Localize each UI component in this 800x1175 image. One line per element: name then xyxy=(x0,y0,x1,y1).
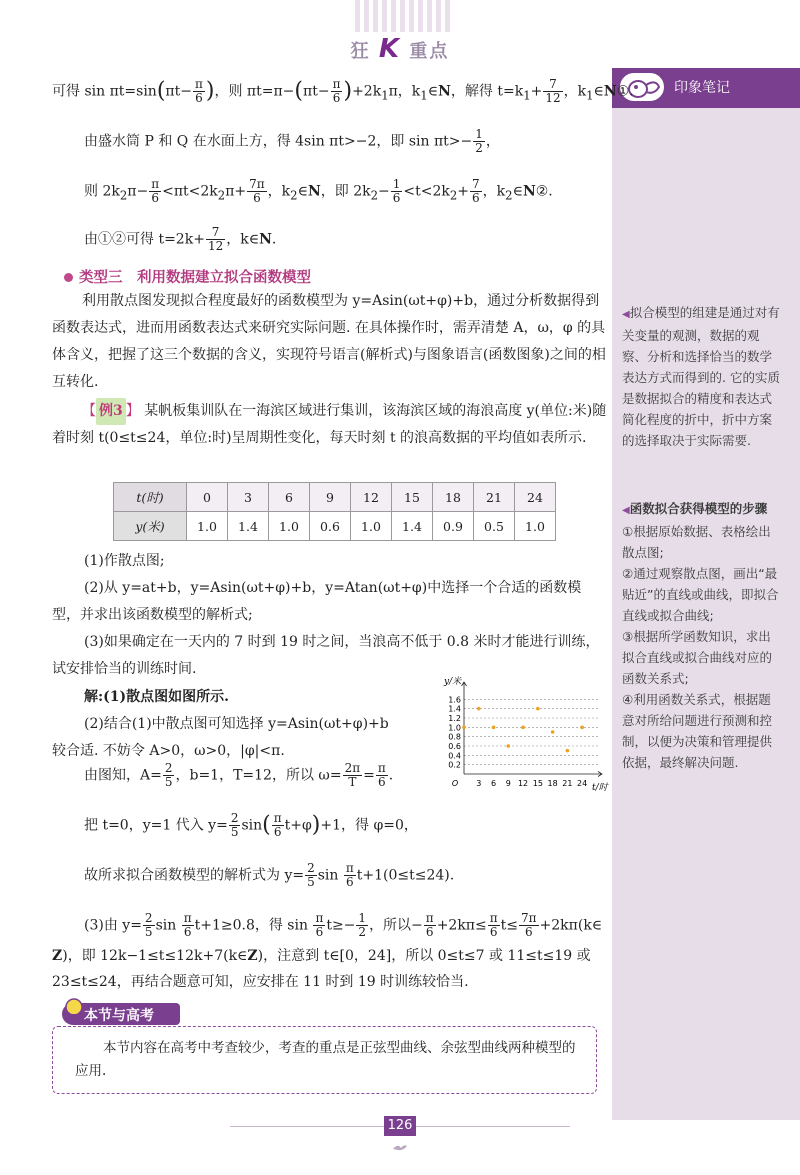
table-cell: 15 xyxy=(392,483,433,512)
table-cell: 1.4 xyxy=(228,512,269,541)
x-tick-label: 9 xyxy=(505,779,511,788)
table-cell: 18 xyxy=(433,483,474,512)
note2-step-3: ③根据所学函数知识，求出拟合直线或拟合曲线对应的函数关系式; xyxy=(622,629,773,686)
y-tick-label: 0.4 xyxy=(448,751,461,761)
table-cell: 1.0 xyxy=(187,512,228,541)
brand-left: 狂 xyxy=(350,41,371,62)
solution-2b: 较合适. 不妨令 A>0，ω>0，|φ|<π. xyxy=(52,743,285,759)
page-header xyxy=(0,0,800,70)
formula-line-6: 把 t=0，y=1 代入 y= $\frac{2}{5}$ sin( $\frac{\pi}{6}$ t+φ)+1，得 φ=0， xyxy=(84,811,418,839)
table-cell: 1.0 xyxy=(515,512,556,541)
page-number: 126 xyxy=(384,1116,416,1136)
solution-1: 解:(1)散点图如图所示. xyxy=(84,689,230,705)
bullet-icon xyxy=(64,273,73,282)
example-tag: 例3 xyxy=(96,398,126,425)
table-cell: 0 xyxy=(187,483,228,512)
formula-line-7: 故所求拟合函数模型的解析式为 y= $\frac{2}{5}$ sin $\frac{\pi}{6}$ t+1(0≤t≤24). xyxy=(84,861,455,889)
x-axis-label: t/时 xyxy=(592,783,608,793)
table-head-t: t(时) xyxy=(114,483,187,512)
table-row-y xyxy=(114,512,556,541)
section-box xyxy=(52,1026,597,1094)
formula-line-2: 由盛水筒 P 和 Q 在水面上方，得 4sin πt>−2，即 sin πt>− $\frac{1}{2}$ ， xyxy=(84,127,500,155)
table-head-y: y(米) xyxy=(114,512,187,541)
question-2: (2)从 y=at+b，y=Asin(ωt+φ)+b，y=Atan(ωt+φ)中选择一个合适的函数模型，并求出该函数模型的解析式; xyxy=(52,580,582,623)
triangle-icon: ◀ xyxy=(622,505,630,516)
formula-line-4: 由①②可得 t=2k+ $\frac{7}{12}$ ，k∈N. xyxy=(84,225,277,253)
example-text: 某帆板集训队在一海滨区域进行集训，该海滨区域的海浪高度 y(单位:米)随着时刻 t(0≤t≤24，单位:时)呈周期性变化，每天时刻 t 的浪高数据的平均值如表所示. xyxy=(52,403,607,446)
example-paragraph: 【 例3 】 某帆板集训队在一海滨区域进行集训，该海滨区域的海浪高度 y(单位:米)随着时刻 t(0≤t≤24，单位:时)呈周期性变化，每天时刻 t 的浪高数据的平均值如表所示. xyxy=(52,398,607,452)
formula-line-1: 可得 sin πt=sin(πt− $\frac{\pi}{6}$ )，则 πt=π−(πt− $\frac{\pi}{6}$ )$+2k_1\pi$，$k_1\in N$，解得 $t=k_1+$ $\frac{7}{12}$ ，$k_1\in N①$. xyxy=(52,77,634,105)
table-cell: 12 xyxy=(351,483,392,512)
y-axis-label: y/米 xyxy=(444,677,462,687)
scatter-point xyxy=(566,749,570,753)
solution-2a: (2)结合(1)中散点图可知选择 y=Asin(ωt+φ)+b xyxy=(84,716,389,732)
data-table xyxy=(113,482,556,541)
scatter-point xyxy=(536,707,540,711)
table-cell: 3 xyxy=(228,483,269,512)
formula-line-5: 由图知，A= $\frac{2}{5}$ ，b=1，T=12，所以 ω= $\frac{2\pi}{T}$ = $\frac{\pi}{6}$ . xyxy=(84,761,394,789)
y-tick-label: 1.0 xyxy=(448,723,461,733)
x-tick-label: 24 xyxy=(577,779,588,788)
question-3: (3)如果确定在一天内的 7 时到 19 时之间，当浪高不低于 0.8 米时才能进行训练，试安排恰当的训练时间. xyxy=(52,634,600,677)
table-row-t xyxy=(114,483,556,512)
table-cell: 0.5 xyxy=(474,512,515,541)
x-tick-label: 15 xyxy=(532,779,543,788)
sidebar-note-1 xyxy=(622,302,782,451)
y-tick-label: 1.4 xyxy=(448,704,461,714)
sidebar-header xyxy=(612,68,800,108)
scatter-point xyxy=(477,707,481,711)
scatter-point xyxy=(580,726,584,730)
intro-paragraph: 利用散点图发现拟合程度最好的函数模型为 y=Asin(ωt+φ)+b，通过分析数据得到函数表达式，进而用函数表达式来研究实际问题. 在具体操作时，需弄清楚 A，ω，φ 的具体含义，把握了这三个数据的含义，实现符号语言(解析式)与图象语言(函数图象)之间的相互转化. xyxy=(52,293,606,390)
bird-icon xyxy=(392,1142,408,1152)
sidebar-title: 印象笔记 xyxy=(674,80,730,96)
formula-line-8: (3)由 y= $\frac{2}{5}$ sin $\frac{\pi}{6}$ t+1≥0.8，得 sin $\frac{\pi}{6}$ t≥− $\frac{1}{2}$ ，所以− $\frac{\pi}{6}$ +2kπ≤ $\frac{\pi}{6}$ t≤ $\frac{7\pi}{6}$ +2kπ(k∈ xyxy=(84,911,603,939)
y-tick-label: 0.2 xyxy=(448,760,461,770)
note2-step-1: ①根据原始数据、表格绘出散点图; xyxy=(622,524,771,560)
formula-line-9: Z)，即 12k−1≤t≤12k+7(k∈Z)，注意到 t∈[0，24]，所以 0≤t≤7 或 11≤t≤19 或 xyxy=(52,948,591,964)
section-tag xyxy=(62,1003,180,1025)
table-cell: 21 xyxy=(474,483,515,512)
table-cell: 1.0 xyxy=(351,512,392,541)
scatter-point xyxy=(507,744,511,748)
sidebar-note-2 xyxy=(622,498,782,773)
scatter-point xyxy=(462,726,466,730)
x-tick-label: 6 xyxy=(490,779,497,788)
note2-step-4: ④利用函数关系式，根据题意对所给问题进行预测和控制，以便为决策和管理提供依据，最终解决问题. xyxy=(622,692,773,770)
chart-grid xyxy=(464,699,600,764)
y-tick-label: 1.2 xyxy=(448,714,461,723)
formula-line-10: 23≤t≤24，再结合题意可知，应安排在 11 时到 19 时训练较恰当. xyxy=(52,974,469,990)
section-text: 本节内容在高考中考查较少，考查的重点是正弦型曲线、余弦型曲线两种模型的应用. xyxy=(75,1040,576,1079)
formula-line-3: 则 $2k_2\pi-$ $\frac{\pi}{6}$ $<\pi t<2k_2\pi+$ $\frac{7\pi}{6}$ ，$k_2\in N$，即 $2k_2-$ $\frac{1}{6}$ $<t<2k_2+$ $\frac{7}{6}$ ，$k_2\in N②$. xyxy=(84,177,553,205)
table-cell: 9 xyxy=(310,483,351,512)
scatter-point xyxy=(521,726,525,730)
type-heading-text: 类型三 利用数据建立拟合函数模型 xyxy=(79,270,311,286)
y-tick-label: 0.8 xyxy=(448,732,461,742)
x-tick-label: 21 xyxy=(562,779,573,788)
x-tick-label: O xyxy=(451,779,459,788)
table-cell: 1.0 xyxy=(269,512,310,541)
y-tick-label: 0.6 xyxy=(448,742,461,751)
section-title: 本节与高考 xyxy=(84,1008,154,1024)
brand-logo xyxy=(0,34,800,64)
table-cell: 0.6 xyxy=(310,512,351,541)
scatter-point xyxy=(492,726,496,730)
note2-step-2: ②通过观察散点图，画出“最贴近”的直线或曲线，即拟合直线或拟合曲线; xyxy=(622,566,779,623)
lightbulb-icon xyxy=(64,997,84,1021)
table-cell: 6 xyxy=(269,483,310,512)
scatter-chart xyxy=(432,672,612,802)
chart-points xyxy=(462,707,584,753)
question-1: (1)作散点图; xyxy=(84,553,165,569)
sidebar-notes xyxy=(612,68,800,1120)
x-tick-label: 12 xyxy=(517,779,529,788)
scatter-point xyxy=(551,730,555,734)
header-decoration xyxy=(355,0,450,32)
x-tick-label: 18 xyxy=(547,779,558,788)
brand-right: 重点 xyxy=(409,41,450,62)
table-cell: 0.9 xyxy=(433,512,474,541)
table-cell: 1.4 xyxy=(392,512,433,541)
note1-text: 拟合模型的组建是通过对有关变量的观测，数据的观察、分析和选择恰当的数学表达方式而得到的. 它的实质是数据拟合的精度和表达式简化程度的折中，折中方案的选择取决于实际需要. xyxy=(622,305,780,448)
chart-axes xyxy=(462,682,603,777)
x-tick-label: 3 xyxy=(476,779,482,788)
triangle-icon: ◀ xyxy=(622,309,630,320)
brand-k: K xyxy=(378,34,402,64)
axis-lines xyxy=(462,682,603,777)
table-cell: 24 xyxy=(515,483,556,512)
y-tick-label: 1.6 xyxy=(448,695,461,705)
note2-title: 函数拟合获得模型的步骤 xyxy=(629,501,768,516)
type-heading xyxy=(64,266,311,287)
